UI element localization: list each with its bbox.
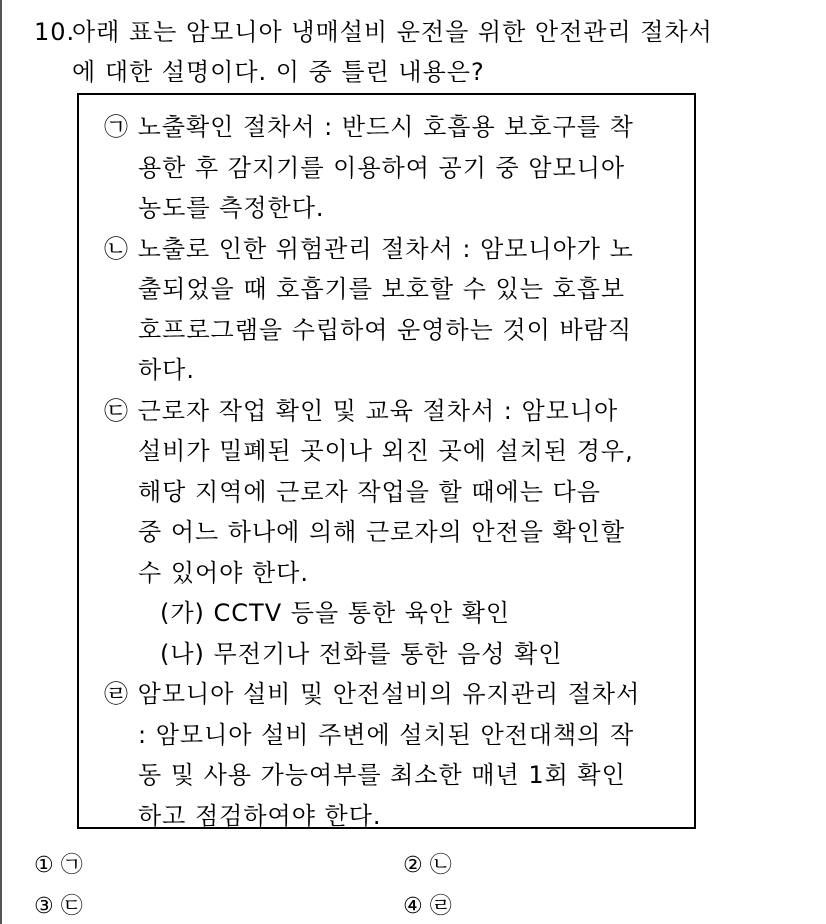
box-line-3: 농도를 측정한다.	[138, 194, 325, 222]
question-line-2: 에 대한 설명이다. 이 중 틀린 내용은?	[72, 58, 485, 86]
box-line-9: 설비가 밀폐된 곳이나 외진 곳에 설치된 경우,	[138, 437, 634, 465]
box-line-6: 호프로그램을 수립하여 운영하는 것이 바람직	[138, 315, 633, 344]
box-line-18: 하고 점검하여야 한다.	[138, 801, 382, 830]
option-1[interactable]: ① ㉠	[34, 853, 83, 878]
box-line-13: (가) CCTV 등을 통한 육안 확인	[160, 599, 511, 627]
question-number: 10.	[34, 18, 76, 46]
option-4[interactable]: ④ ㉣	[403, 894, 452, 919]
box-line-11: 중 어느 하나에 의해 근로자의 안전을 확인할	[138, 518, 626, 546]
box-line-10: 해당 지역에 근로자 작업을 할 때에는 다음	[138, 477, 601, 506]
box-line-7: 하다.	[138, 356, 195, 384]
box-line-15: ㉣ 암모니아 설비 및 안전설비의 유지관리 절차서	[104, 680, 641, 708]
box-line-2: 용한 후 감지기를 이용하여 공기 중 암모니아	[138, 153, 626, 182]
box-line-4: ㉡ 노출로 인한 위험관리 절차서 : 암모니아가 노	[104, 234, 634, 263]
box-line-14: (나) 무전기나 전화를 통한 음성 확인	[160, 639, 563, 668]
page-left-border	[0, 0, 2, 924]
option-2[interactable]: ② ㉡	[403, 853, 452, 878]
box-line-8: ㉢ 근로자 작업 확인 및 교육 절차서 : 암모니아	[104, 396, 619, 425]
option-3[interactable]: ③ ㉢	[34, 894, 83, 919]
box-line-1: ㉠ 노출확인 절차서 : 반드시 호흡용 보호구를 착	[104, 113, 634, 141]
box-line-5: 출되었을 때 호흡기를 보호할 수 있는 호흡보	[138, 275, 626, 303]
box-line-17: 동 및 사용 가능여부를 최소한 매년 1회 확인	[138, 761, 626, 789]
box-line-16: : 암모니아 설비 주변에 설치된 안전대책의 작	[138, 720, 635, 749]
question-line-1: 아래 표는 암모니아 냉매설비 운전을 위한 안전관리 절차서	[72, 18, 713, 46]
box-line-12: 수 있어야 한다.	[138, 558, 309, 587]
